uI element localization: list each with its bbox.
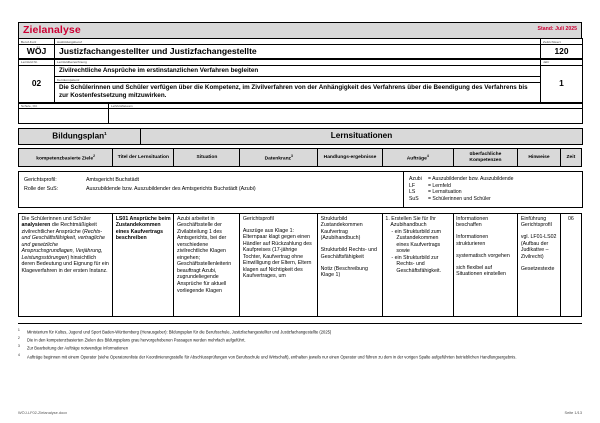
handlungsergebnis-item: Strukturbild Zustandekommen Kaufvertrag (Azubihandbuch) — [320, 215, 363, 242]
lernfeld-content-row — [19, 65, 583, 77]
document-title-bar — [18, 22, 582, 38]
cell-kompetenzbasierte-ziele — [19, 213, 113, 316]
hinweis-item: vgl. LF01-LS02 (Aufbau der Judikative – Zivilrecht) — [520, 234, 557, 260]
ziele-text-operator: analysieren — [21, 222, 51, 229]
lernfeld-table — [18, 59, 583, 103]
footer-page-number: Seite 1/13 — [564, 410, 582, 415]
ueberfachliche-item: Informationen strukturieren — [456, 234, 489, 247]
label-kernkompetenz: Kernkompetenz — [55, 77, 541, 83]
col-header-auftraege-label: Aufträge — [406, 156, 427, 162]
kernkompetenz-value-row — [19, 83, 583, 102]
footnote-marker: 3 — [18, 344, 20, 349]
titel-lernsituation-text: LS01 Ansprüche beim Zustandekommen eines Kaufvertrags beschreiben — [115, 215, 171, 242]
legend-abbr: LS — [409, 189, 416, 196]
ziele-text-e: ) hinsichtlich deren Bedeutung und Eignung für ein Klageverfahren in der ersten Instanz. — [21, 254, 109, 274]
footnote-item — [18, 335, 582, 343]
page-footer — [18, 410, 582, 415]
legend-item — [409, 176, 578, 183]
legend-sep: = — [428, 189, 431, 196]
band-bildungsplan-sup: 1 — [104, 131, 107, 137]
lernsituation-table — [18, 213, 582, 317]
value-schule-ort — [19, 109, 109, 124]
schule-table — [18, 103, 583, 125]
legend-sep: = — [428, 176, 431, 183]
cell-datenkranz — [240, 213, 318, 316]
page-title: Zielanalyse — [23, 24, 81, 36]
col-header-auftraege — [382, 149, 453, 167]
value-lernfeld-bezeichnung: Zivilrechtliche Ansprüche im erstinstanzlichen Verfahren begleiten — [55, 65, 541, 77]
col-header-hinweise: Hinweise — [518, 149, 560, 167]
value-lernfeld-nr: 02 — [19, 65, 55, 102]
col-header-zeit: Zeit — [560, 149, 581, 167]
info-key-gerichtsprofil: Gerichtsprofil: — [24, 177, 57, 184]
status-badge: Stand: Juli 2025 — [537, 26, 577, 32]
hinweis-item: Gesetzestexte — [520, 265, 555, 272]
table-row — [19, 213, 582, 316]
value-lehrkraefteteam — [109, 109, 583, 124]
col-header-situation: Situation — [174, 149, 240, 167]
footnote-item — [18, 352, 582, 360]
col-header-ziele-sup: 2 — [93, 153, 95, 158]
label-lernfeld-nr: Lernfeld Nr. — [19, 59, 55, 65]
label-schule-ort: Schule, Ort — [19, 103, 109, 109]
ueberfachliche-item: Informationen beschaffen — [456, 215, 489, 229]
cell-situation: Azubi arbeitet in Geschäftsstelle der Zivilabteilung 1 des Amtsgerichts, bei der verschiedene zivilrechtliche Klagen eingehen; Geschäftsstellenleiterin beauftragt Azubi, zugrundeliegende Ansprüche für aktuell vorliegende Klagen — [174, 213, 240, 316]
value-beruf-kurz: WÖJ — [19, 44, 55, 58]
col-header-titel: Titel der Lernsituation — [113, 149, 174, 167]
legend-text: Lernsituation — [432, 189, 462, 196]
label-jahr: Jahr — [541, 59, 583, 65]
datenkranz-item: Auszüge aus Klage 1: Elternpaar klagt gegen einen Händler auf Rückzahlung des Kaufpreises (17-jährige Tochter, Kaufvertrag ohne Einwilligung der Eltern, Eltern klagen auf Nichtigkeit des Kaufvertrages, um — [242, 227, 312, 280]
col-header-datenkranz — [240, 149, 318, 167]
footnote-text: Aufträge beginnen mit einem Operator (siehe Operatorenliste der Koordinierungsstelle für Abschlussprüfungen von Berufsschule und Wirtschaft), enthalten jeweils nur einen Operator und führen zu dem in der vorigen Spalte aufgeführten betrieblichen Handlungsergebnis. — [27, 354, 517, 360]
legend-text: Auszubildender bzw. Auszubildende — [432, 176, 514, 183]
cell-auftraege — [382, 213, 453, 316]
col-header-auftraege-sup: 4 — [426, 153, 429, 158]
info-value-rolle: Auszubildende bzw. Auszubildender des Amtsgerichts Buchstädt (Azubi) — [86, 186, 256, 193]
col-header-handlungsergebnisse: Handlungs-ergebnisse — [318, 149, 383, 167]
info-row-gerichtsprofil — [24, 176, 399, 185]
hinweis-item: Einführung Gerichtsprofil — [520, 215, 552, 229]
cell-titel-lernsituation — [113, 213, 174, 316]
band-bildungsplan — [19, 129, 141, 145]
cell-zeit: 06 — [560, 213, 581, 316]
band-bildungsplan-label: Bildungsplan — [52, 132, 105, 142]
legend-sep: = — [428, 195, 431, 202]
section-band — [18, 128, 583, 145]
value-jahr: 1 — [541, 65, 583, 102]
label-lernfeld-bezeichnung: Lernfeldbezeichnung — [55, 59, 541, 65]
col-header-ziele-label: kompetenzbasierte Ziele — [36, 156, 94, 162]
auftrag-number: 1. Erstellen Sie für Ihr Azubihandbuch — [385, 215, 436, 229]
header-value-row-1 — [19, 44, 583, 58]
legend-item — [409, 183, 578, 190]
legend-abbr: SuS — [409, 195, 419, 202]
legend-text: Lernfeld — [432, 182, 451, 189]
header-table — [18, 38, 583, 59]
band-lernsituationen: Lernsituationen — [141, 129, 583, 145]
footnote-item — [18, 343, 582, 351]
label-lehrkraefteteam: Lehrkräfteteam — [109, 103, 583, 109]
value-kernkompetenz: Die Schülerinnen und Schüler verfügen über die Kompetenz, im Zivilverfahren von der Anhängigkeit des Verfahrens über die Beendigung des Verfahrens bis zur Kostenfestsetzung mitzuwirken. — [55, 83, 541, 102]
footnote-item — [18, 327, 582, 335]
cell-hinweise — [518, 213, 560, 316]
cell-handlungsergebnisse — [318, 213, 383, 316]
legend-sep: = — [428, 182, 431, 189]
cell-ueberfachliche-kompetenzen — [453, 213, 518, 316]
legend-abbr: Azubi — [409, 176, 422, 183]
col-header-ziele — [19, 149, 113, 167]
label-beruf-kurz: Beruf-Kurz — [19, 39, 55, 45]
label-ausbildungsberuf: Ausbildungsberuf — [55, 39, 541, 45]
ueberfachliche-item: systematisch vorgehen — [456, 252, 510, 259]
footnote-text: Zur Bearbeitung der Aufträge notwendige Informationen — [27, 345, 129, 351]
footnote-text: Ministerium für Kultus, Jugend und Sport Baden-Württemberg (Herausgeber): Bildungsplan für die Berufsschule, Justizfachangestellter und Justizfachangestellte (2025) — [27, 328, 332, 334]
footnote-marker: 1 — [18, 327, 20, 332]
info-legend-table — [18, 171, 583, 207]
footnotes — [18, 323, 582, 361]
legend-abbr: LF — [409, 182, 415, 189]
footnote-marker: 4 — [18, 352, 20, 357]
col-header-datenkranz-label: Datenkranz — [264, 156, 292, 162]
footer-filename: WÖJ-LF02-Zielanalyse.docx — [18, 410, 68, 415]
legend-item — [409, 196, 578, 203]
footnote-marker: 2 — [18, 335, 20, 340]
auftrag-bullet: - ein Strukturbild zur Rechts- und Geschäftsfähigkeit. — [391, 254, 442, 274]
ueberfachliche-item: sich flexibel auf Situationen einstellen — [456, 264, 506, 278]
handlungsergebnis-item: Strukturbild Rechts- und Geschäftsfähigkeit — [320, 247, 377, 260]
info-block — [19, 172, 404, 207]
value-zeitrichtwert: 120 — [541, 44, 583, 58]
footnote-text: Die in den kompetenzbasierten Zielen des Bildungsplans grau hervorgehobenen Passagen werden mehrfach aufgeführt. — [27, 337, 246, 343]
col-header-ueberfachliche: überfachliche Kompetenzen — [453, 149, 518, 167]
handlungsergebnis-item: Notiz (Beschreibung Klage 1) — [320, 265, 368, 279]
column-header-row — [18, 148, 582, 167]
ziele-text-italic: Rechts- und Geschäftsfähigkeit, vertragliche und gesetzliche Anspruchsgrundlagen, Verjährung, Leistungsstörungen — [21, 228, 105, 261]
ziele-text-a: Die Schülerinnen und Schüler — [21, 215, 91, 222]
value-ausbildungsberuf: Justizfachangestellter und Justizfachangestellte — [55, 44, 541, 58]
info-row-rolle — [24, 185, 399, 194]
legend-text: Schülerinnen und Schüler — [432, 195, 491, 202]
ziele-text-c: die Rechtmäßigkeit zivilrechtlicher Ansprüche ( — [21, 222, 97, 235]
legend-block — [404, 172, 583, 207]
schule-value-row — [19, 109, 583, 124]
label-zeitrichtwert: Zeitrichtwert — [541, 39, 583, 45]
info-key-rolle: Rolle der SuS: — [24, 186, 59, 193]
col-header-datenkranz-sup: 3 — [291, 153, 293, 158]
datenkranz-item: Gerichtsprofil — [242, 215, 274, 222]
legend-item — [409, 189, 578, 196]
info-value-gerichtsprofil: Amtsgericht Buchstädt — [86, 177, 139, 184]
auftrag-bullet: - ein Strukturbild zum Zustandekommen eines Kaufvertrags sowie — [391, 228, 442, 255]
